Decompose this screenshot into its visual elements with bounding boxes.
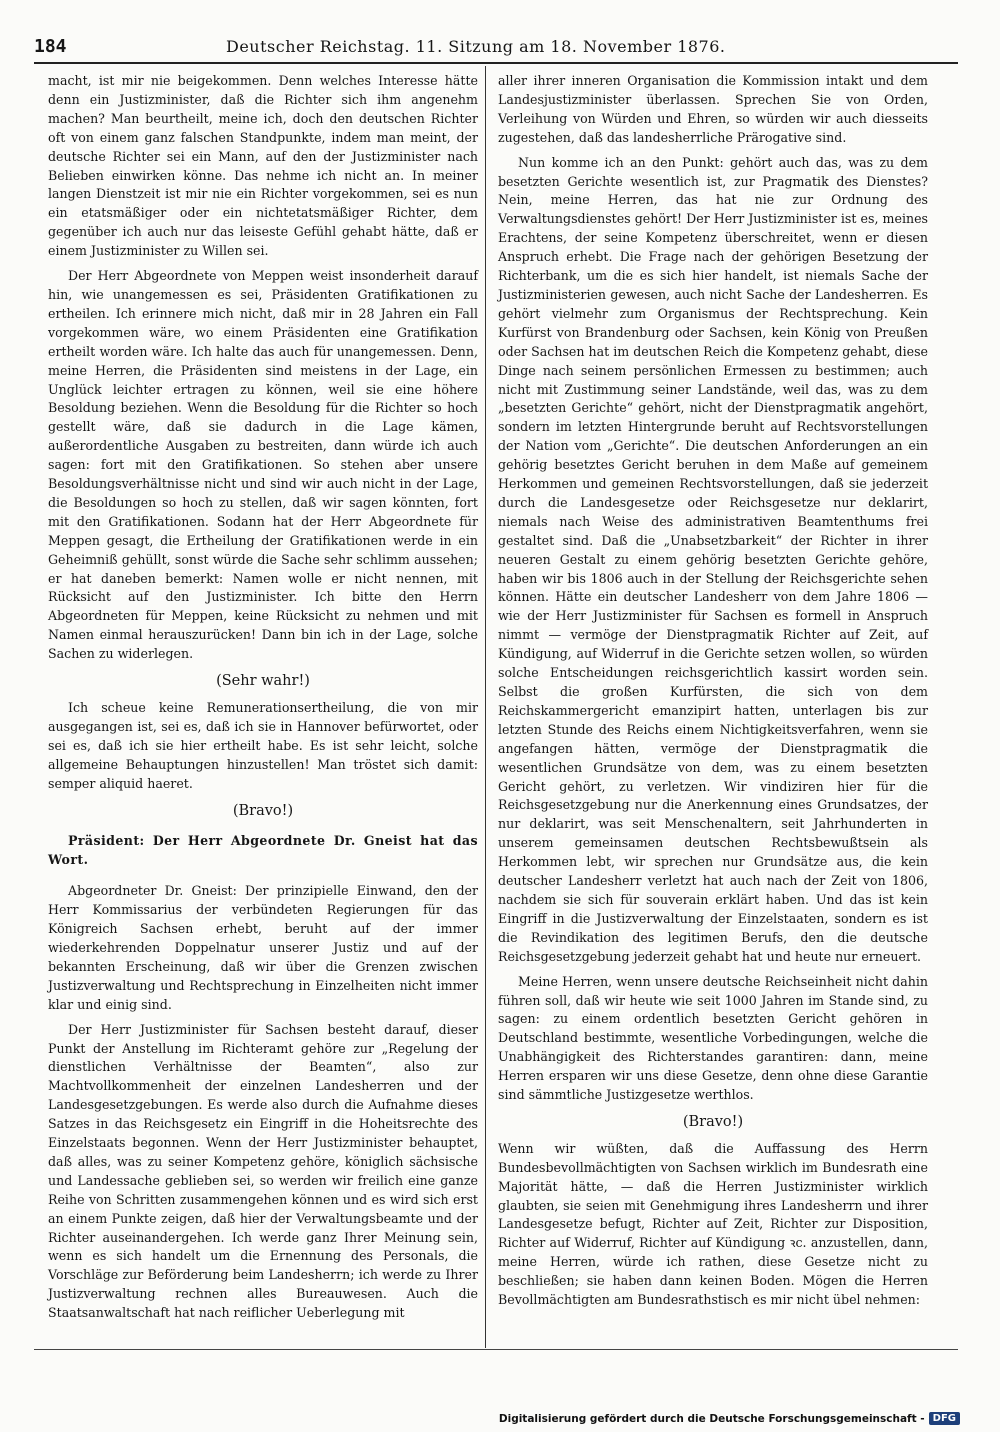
left-column (48, 72, 478, 1323)
page-number: 184 (34, 36, 67, 57)
right-column (498, 72, 928, 1310)
interjection: (Bravo!) (682, 1113, 744, 1130)
footer (499, 1412, 960, 1425)
paragraph: Nun komme ich an den Punkt: gehört auch das, was zu dem besetzten Gerichte wesentlich ist, zur Pragmatik des Dienstes? Nein, meine Herren, das hat nie zur Ordnung des Verwaltungsdienstes gehört! Der Herr Justizminister ist es, meines Erachtens, der seine Kompetenz überschreitet, wenn er diesen Anspruch erhebt. Die Frage nach der gehörigen Besetzung der Richterbank, um die es sich hier handelt, ist niemals Sache der Justizministerien gewesen, auch nicht Sache der Landesherren. Es gehört vielmehr zum Organismus der Rechtsprechung. Kein Kurfürst von Brandenburg oder Sachsen, kein König von Preußen oder Sachsen hat im deutschen Reich die Kompetenz gehabt, diese Dinge nach seinem persönlichen Ermessen zu bestimmen; auch nicht mit Zustimmung seiner Landstände, weil das, was zu dem „besetzten Gerichte“ gehört, nicht der Dienstpragmatik angehört, sondern im letzten Hintergrunde beruht auf Rechtsvorstellungen der Nation vom „Gerichte“. Die deutschen Anforderungen an ein gehörig besetztes Gericht beruhen in dem Maße auf gemeinem Herkommen und gemeinen Rechtsvorstellungen, daß sie jederzeit durch die Landesgesetze oder Reichsgesetze nur deklarirt, niemals nach Weise des administrativen Beamtenthums frei gestaltet sind. Daß die „Unabsetzbarkeit“ der Richter in ihrer neueren Gestalt zu einem gehörig besetzten Gerichte gehöre, haben wir bis 1806 auch in der Stellung der Reichsgerichte sehen können. Hätte ein deutscher Landesherr von dem Jahre 1806 — wie der Herr Justizminister für Sachsen es formell in Anspruch nimmt — vermöge der Dienstpragmatik Richter auf Zeit, auf Kündigung, auf Widerruf in die Gerichte setzen wollen, so würden solche Entscheidungen reichsgerichtlich kassirt worden sein. Selbst die großen Kurfürsten, die sich von dem Reichskammergericht emanzipirt hatten, unterlagen bis zur letzten Stunde des Reichs einem Nichtigkeitsverfahren, wenn sie angefangen hätten, vermöge der Dienstpragmatik die wesentlichen Grundsätze von dem, was zu einem besetzten Gericht gehört, zu verletzen. Wir vindiziren hier für die Reichsgesetzgebung nur die Anerkennung eines Grundsatzes, der nur deklarirt, was seit Menschenaltern, seit Jahrhunderten in unserem gemeinsamen deutschen Rechtsbewußtsein als Herkommen lebt, wir sprechen nur Grundsätze aus, die kein deutscher Landesherr verletzt hat auch nach der Zeit von 1806, nachdem sie sich für souverain erklärt haben. Und das ist kein Eingriff in die Justizverwaltung der Einzelstaaten, sondern es ist die Revindikation des legitimen Berufs, den die deutsche Reichsgesetzgebung jederzeit gehabt hat und heute nur erneuert. (498, 154, 928, 964)
interjection: (Sehr wahr!) (216, 673, 310, 690)
header-rule (34, 62, 958, 64)
paragraph: Meine Herren, wenn unsere deutsche Reichseinheit nicht dahin führen soll, daß wir heute wie seit 1000 Jahren im Stande sind, zu sagen: zu einem ordentlich besetzten Gericht gehören in Deutschland bestimmte, wesentliche Vorbedingungen, welche die Unabhängigkeit des Richterstandes garantiren: dann, meine Herren ersparen wir uns diese Gesetze, denn ohne diese Garantie sind sämmtliche Justizgesetze werthlos. (498, 973, 928, 1103)
speaker-paragraph: Präsident: Der Herr Abgeordnete Dr. Gneist hat das Wort. (48, 833, 478, 868)
footer-rule (34, 1349, 958, 1350)
paragraph: Der Herr Abgeordnete von Meppen weist insonderheit darauf hin, wie unangemessen es sei, Präsidenten Gratifikationen zu ertheilen. Ich erinnere mich nicht, daß mir in 28 Jahren ein Fall vorgekommen wäre, wo einem Präsidenten eine Gratifikation ertheilt worden wäre. Ich halte das auch für unangemessen. Denn, meine Herren, die Präsidenten sind meistens in der Lage, ein Unglück leichter ertragen zu können, weil sie eine höhere Besoldung beziehen. Wenn die Besoldung für die Richter so hoch gestellt wäre, daß sie dadurch in die Lage kämen, außerordentliche Ausgaben zu bestreiten, dann würde ich auch sagen: fort mit den Gratifikationen. So stehen aber unsere Besoldungsverhältnisse nicht und sind wir auch nicht in der Lage, die Besoldungen so hoch zu stellen, daß wir sagen könnten, fort mit den Gratifikationen. Sodann hat der Herr Abgeordnete für Meppen gesagt, die Ertheilung der Gratifikationen werde in ein Geheimniß gehüllt, sonst würde die Sache sehr schlimm aussehen; er hat daneben bemerkt: Namen wolle er nicht nennen, mit Rücksicht auf den Justizminister. Ich bitte den Herrn Abgeordneten für Meppen, keine Rücksicht zu nehmen und mit Namen einmal herauszurücken! Dann bin ich in der Lage, solche Sachen zu widerlegen. (48, 268, 478, 662)
running-head: Deutscher Reichstag. 11. Sitzung am 18. November 1876. (226, 37, 726, 56)
paragraph: Abgeordneter Dr. Gneist: Der prinzipielle Einwand, den der Herr Kommissarius der verbündeten Regierungen für das Königreich Sachsen erhebt, beruht auf der immer wiederkehrenden Doppelnatur unserer Justiz und auf der bekannten Erscheinung, daß wir über die Grenzen zwischen Justizverwaltung und Rechtsprechung in Einzelheiten nicht immer klar und einig sind. (48, 883, 478, 1012)
footer-credit: Digitalisierung gefördert durch die Deutsche Forschungsgemeinschaft - (498, 1412, 925, 1425)
paragraph: aller ihrer inneren Organisation die Kommission intakt und dem Landesjustizminister überlassen. Sprechen Sie von Orden, Verleihung von Würden und Ehren, so würden wir auch diesseits zugestehen, daß das landesherrliche Prärogative sind. (498, 73, 928, 145)
paragraph: Ich scheue keine Remunerationsertheilung, die von mir ausgegangen ist, sei es, daß ich sie in Hannover befürwortet, oder sei es, daß ich sie hier ertheilt habe. Es ist sehr leicht, solche allgemeine Behauptungen hinzustellen! Man tröstet sich damit: semper aliquid haeret. (48, 700, 478, 791)
interjection: (Bravo!) (232, 802, 294, 819)
paragraph: Der Herr Justizminister für Sachsen besteht darauf, dieser Punkt der Anstellung im Richteramt gehöre zur „Regelung der dienstlichen Verhältnisse der Beamten“, also zur Machtvollkommenheit der einzelnen Landesherren und der Landesgesetzgebungen. Es werde also durch die Aufnahme dieses Satzes in das Reichsgesetz ein Eingriff in die Hoheitsrechte des Einzelstaats begonnen. Wenn der Herr Justizminister behauptet, daß alles, was zu seiner Kompetenz gehöre, königlich sächsische und Landessache geblieben sei, so werden wir freilich eine ganze Reihe von Schritten zusammengehen können und es wird sich erst an einem Punkte zeigen, daß hier der Verwaltungsbeamte und der Richter auseinandergehen. Ich werde ganz Ihrer Meinung sein, wenn es sich handelt um die Ernennung des Personals, die Vorschläge zur Beförderung beim Landesherrn; ich werde zu Ihrer Justizverwaltung rechnen alles Bureauwesen. Auch die Staatsanwaltschaft hat nach reiflicher Ueberlegung mit (48, 1021, 478, 1321)
dfg-logo-icon: DFG (929, 1412, 960, 1425)
paragraph: macht, ist mir nie beigekommen. Denn welches Interesse hätte denn ein Justizminister, daß die Richter sich ihm angenehm machen? Man beurtheilt, meine ich, doch den deutschen Richter oft von einem ganz falschen Standpunkte, indem man meint, der deutsche Richter sei ein Mann, auf den der Justizminister nach Belieben einwirken könne. Das nehme ich nicht an. In meiner langen Dienstzeit ist mir nie ein Richter vorgekommen, sei es nun ein etatsmäßiger oder ein nichtetatsmäßiger Richter, dem gegenüber ich auch nur das leiseste Gefühl gehabt hätte, daß er einem Justizminister zu Willen sei. (48, 73, 478, 259)
paragraph: Wenn wir wüßten, daß die Auffassung des Herrn Bundesbevollmächtigten von Sachsen wirklich im Bundesrath eine Majorität hätte, — daß die Herren Justizminister wirklich glaubten, sie seien mit Genehmigung ihres Landesherrn und ihrer Landesgesetze befugt, Richter auf Zeit, Richter zur Disposition, Richter auf Widerruf, Richter auf Kündigung ꝛc. anzustellen, dann, meine Herren, würde ich rathen, diese Gesetze nicht zu beschließen; sie haben dann keinen Boden. Mögen die Herren Bevollmächtigten am Bundesrathstisch es mir nicht übel nehmen: (498, 1140, 928, 1308)
column-divider (485, 66, 486, 1348)
